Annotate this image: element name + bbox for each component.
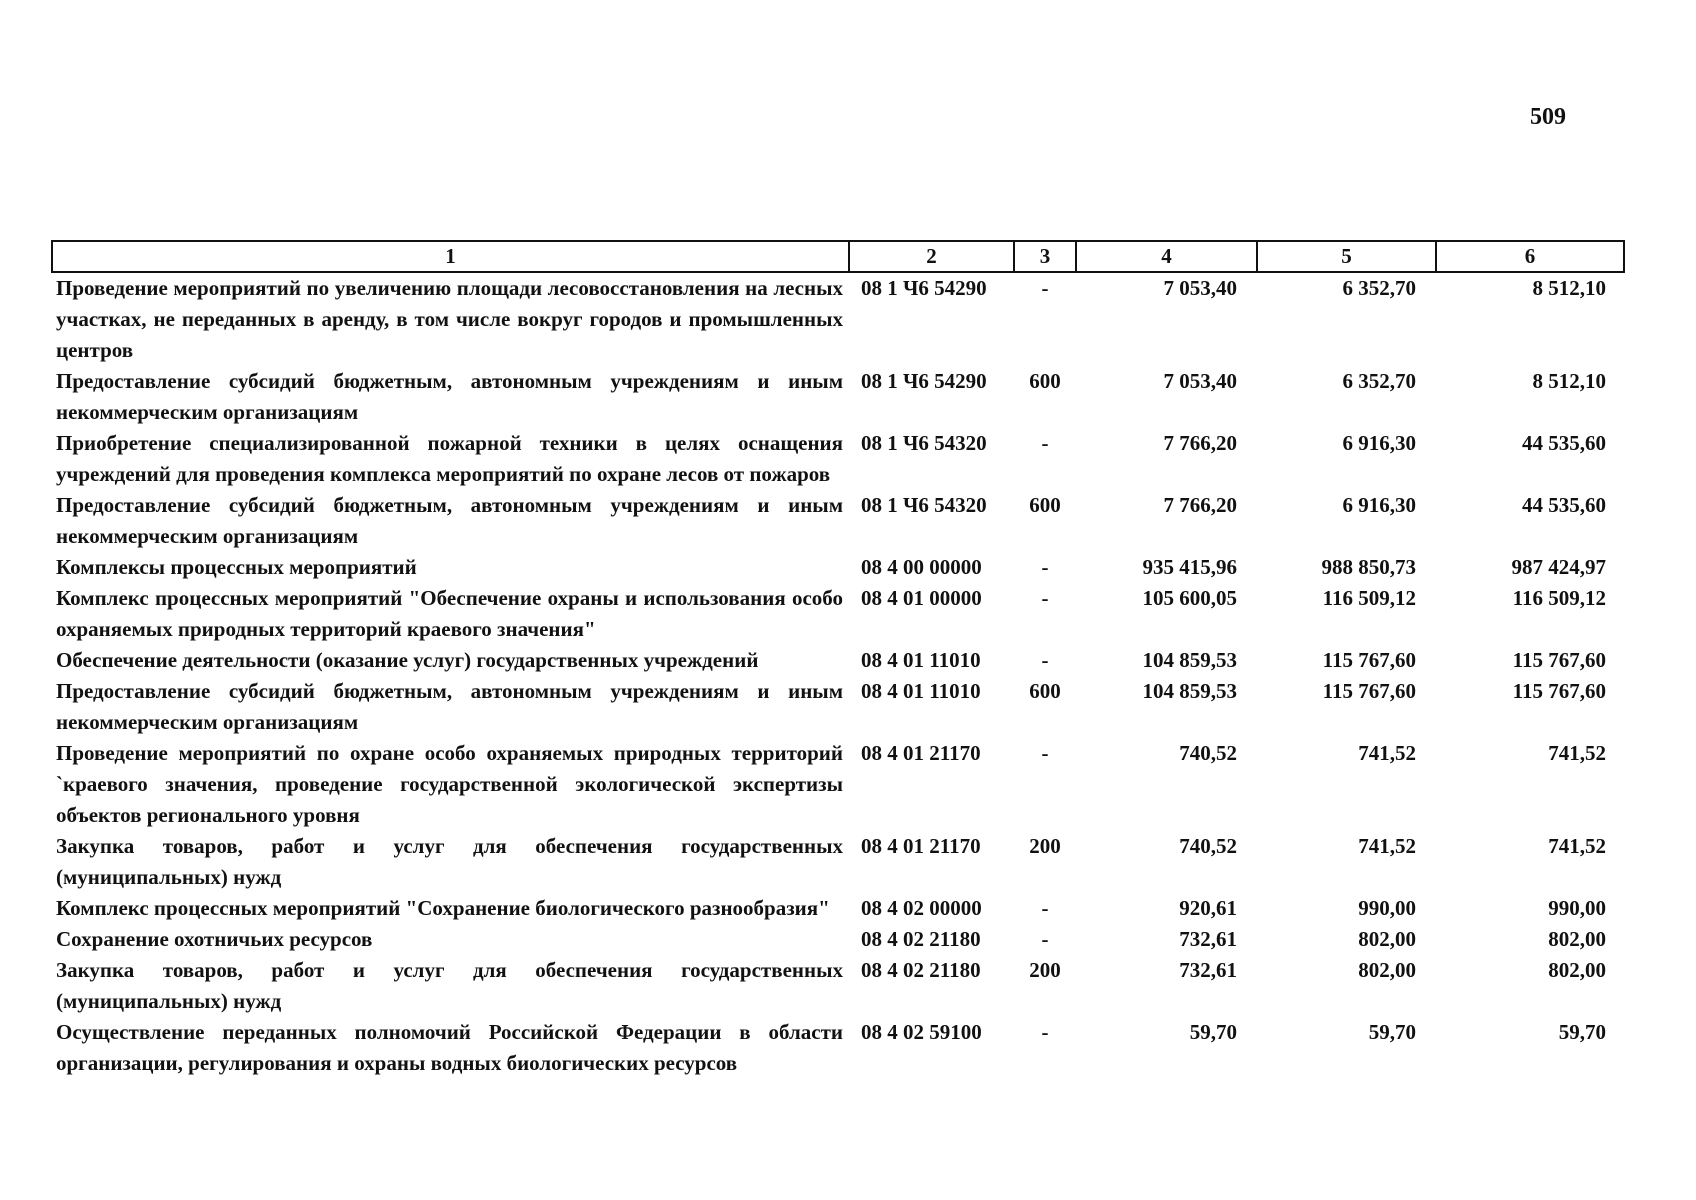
row-name-cell: Закупка товаров, работ и услуг для обеспечения государственных (муниципальных) нужд (56, 834, 843, 889)
table-row (52, 924, 1624, 955)
row-value-col6-cell: 115 767,60 (1512, 648, 1606, 672)
table-row (52, 1017, 1624, 1079)
row-value-col6-cell: 741,52 (1548, 741, 1606, 765)
row-value-col4-cell: 7 766,20 (1163, 431, 1237, 455)
row-name-cell: Проведение мероприятий по увеличению площади лесовосстановления на лесных участках, не переданных в аренду, в том числе вокруг городов и промышленных центров (56, 276, 843, 362)
row-kind-cell: - (1041, 896, 1049, 920)
table-row (52, 428, 1624, 490)
row-value-col4-cell: 104 859,53 (1142, 679, 1237, 703)
row-value-col4-cell: 59,70 (1189, 1020, 1237, 1044)
row-value-col6-cell: 44 535,60 (1522, 431, 1606, 455)
row-value-col4-cell: 105 600,05 (1142, 586, 1237, 610)
row-kind-cell: 600 (1029, 369, 1061, 393)
table-row (52, 645, 1624, 676)
row-code-cell: 08 4 02 21180 (861, 958, 981, 982)
table-body (52, 272, 1624, 1079)
row-value-col5-cell: 741,52 (1358, 741, 1416, 765)
row-code-cell: 08 4 02 59100 (861, 1020, 982, 1044)
budget-table (51, 240, 1625, 1079)
row-code-cell: 08 4 01 11010 (861, 648, 981, 672)
row-value-col6-cell: 990,00 (1548, 896, 1606, 920)
row-value-col6-cell: 59,70 (1558, 1020, 1606, 1044)
row-kind-cell: - (1041, 927, 1049, 951)
row-code-cell: 08 1 Ч6 54290 (861, 276, 987, 300)
row-code-cell: 08 4 02 21180 (861, 927, 981, 951)
row-value-col4-cell: 104 859,53 (1142, 648, 1237, 672)
row-value-col5-cell: 116 509,12 (1322, 586, 1416, 610)
row-value-col5-cell: 741,52 (1358, 834, 1416, 858)
row-value-col5-cell: 6 916,30 (1342, 431, 1416, 455)
header-row (52, 241, 1624, 272)
row-code-cell: 08 4 00 00000 (861, 555, 982, 579)
table-row (52, 893, 1624, 924)
table-row (52, 490, 1624, 552)
row-value-col4-cell: 732,61 (1179, 927, 1237, 951)
table-row (52, 676, 1624, 738)
row-value-col4-cell: 7 053,40 (1163, 369, 1237, 393)
row-kind-cell: 600 (1029, 493, 1061, 517)
row-kind-cell: - (1041, 648, 1049, 672)
row-value-col6-cell: 8 512,10 (1532, 276, 1606, 300)
row-value-col4-cell: 740,52 (1179, 834, 1237, 858)
row-name-cell: Предоставление субсидий бюджетным, автономным учреждениям и иным некоммерческим организациям (56, 369, 843, 424)
row-value-col5-cell: 6 916,30 (1342, 493, 1416, 517)
row-code-cell: 08 4 01 21170 (861, 834, 981, 858)
row-kind-cell: - (1041, 431, 1049, 455)
row-kind-cell: - (1041, 741, 1049, 765)
row-value-col5-cell: 988 850,73 (1321, 555, 1416, 579)
table-row (52, 552, 1624, 583)
row-kind-cell: 600 (1029, 679, 1061, 703)
row-value-col4-cell: 920,61 (1179, 896, 1237, 920)
row-value-col4-cell: 740,52 (1179, 741, 1237, 765)
row-value-col5-cell: 6 352,70 (1342, 369, 1416, 393)
table-row (52, 583, 1624, 645)
row-value-col5-cell: 115 767,60 (1322, 679, 1416, 703)
row-value-col6-cell: 802,00 (1548, 958, 1606, 982)
row-value-col4-cell: 7 766,20 (1163, 493, 1237, 517)
row-value-col6-cell: 44 535,60 (1522, 493, 1606, 517)
row-value-col6-cell: 8 512,10 (1532, 369, 1606, 393)
row-name-cell: Обеспечение деятельности (оказание услуг) государственных учреждений (56, 648, 759, 672)
row-value-col5-cell: 802,00 (1358, 927, 1416, 951)
row-code-cell: 08 4 01 21170 (861, 741, 981, 765)
table-row (52, 831, 1624, 893)
row-name-cell: Комплексы процессных мероприятий (56, 555, 417, 579)
row-name-cell: Закупка товаров, работ и услуг для обеспечения государственных (муниципальных) нужд (56, 958, 843, 1013)
row-value-col5-cell: 59,70 (1368, 1020, 1416, 1044)
row-code-cell: 08 1 Ч6 54320 (861, 493, 987, 517)
row-name-cell: Предоставление субсидий бюджетным, автономным учреждениям и иным некоммерческим организациям (56, 679, 843, 734)
column-header-1: 1 (52, 241, 849, 272)
table-row (52, 738, 1624, 831)
column-header-4: 4 (1076, 241, 1257, 272)
row-code-cell: 08 1 Ч6 54320 (861, 431, 987, 455)
row-kind-cell: - (1041, 555, 1049, 579)
row-kind-cell: 200 (1029, 834, 1061, 858)
table-row (52, 366, 1624, 428)
row-value-col6-cell: 802,00 (1548, 927, 1606, 951)
row-value-col5-cell: 802,00 (1358, 958, 1416, 982)
row-value-col6-cell: 741,52 (1548, 834, 1606, 858)
row-code-cell: 08 4 01 00000 (861, 586, 982, 610)
column-header-2: 2 (849, 241, 1014, 272)
row-code-cell: 08 4 02 00000 (861, 896, 982, 920)
row-value-col6-cell: 116 509,12 (1512, 586, 1606, 610)
row-value-col4-cell: 7 053,40 (1163, 276, 1237, 300)
row-value-col6-cell: 987 424,97 (1511, 555, 1606, 579)
row-value-col4-cell: 732,61 (1179, 958, 1237, 982)
table-header (52, 241, 1624, 272)
row-kind-cell: - (1041, 1020, 1049, 1044)
row-code-cell: 08 4 01 11010 (861, 679, 981, 703)
column-header-3: 3 (1014, 241, 1076, 272)
row-value-col4-cell: 935 415,96 (1142, 555, 1237, 579)
row-name-cell: Комплекс процессных мероприятий "Сохранение биологического разнообразия" (56, 896, 830, 920)
row-name-cell: Приобретение специализированной пожарной техники в целях оснащения учреждений для проведения комплекса мероприятий по охране лесов от пожаров (56, 431, 843, 486)
row-value-col5-cell: 6 352,70 (1342, 276, 1416, 300)
row-kind-cell: - (1041, 276, 1049, 300)
column-header-5: 5 (1257, 241, 1436, 272)
row-kind-cell: - (1041, 586, 1049, 610)
row-value-col5-cell: 990,00 (1358, 896, 1416, 920)
row-name-cell: Комплекс процессных мероприятий "Обеспечение охраны и использования особо охраняемых природных территорий краевого значения" (56, 586, 843, 641)
page-number: 509 (1530, 104, 1566, 130)
row-name-cell: Проведение мероприятий по охране особо охраняемых природных территорий `краевого значения, проведение государственной экологической экспертизы объектов регионального уровня (56, 741, 843, 827)
table-row (52, 955, 1624, 1017)
row-kind-cell: 200 (1029, 958, 1061, 982)
row-value-col5-cell: 115 767,60 (1322, 648, 1416, 672)
row-code-cell: 08 1 Ч6 54290 (861, 369, 987, 393)
row-value-col6-cell: 115 767,60 (1512, 679, 1606, 703)
column-header-6: 6 (1436, 241, 1624, 272)
row-name-cell: Сохранение охотничьих ресурсов (56, 927, 373, 951)
row-name-cell: Осуществление переданных полномочий Российской Федерации в области организации, регулирования и охраны водных биологических ресурсов (56, 1020, 843, 1075)
row-name-cell: Предоставление субсидий бюджетным, автономным учреждениям и иным некоммерческим организациям (56, 493, 843, 548)
table-row (52, 272, 1624, 366)
